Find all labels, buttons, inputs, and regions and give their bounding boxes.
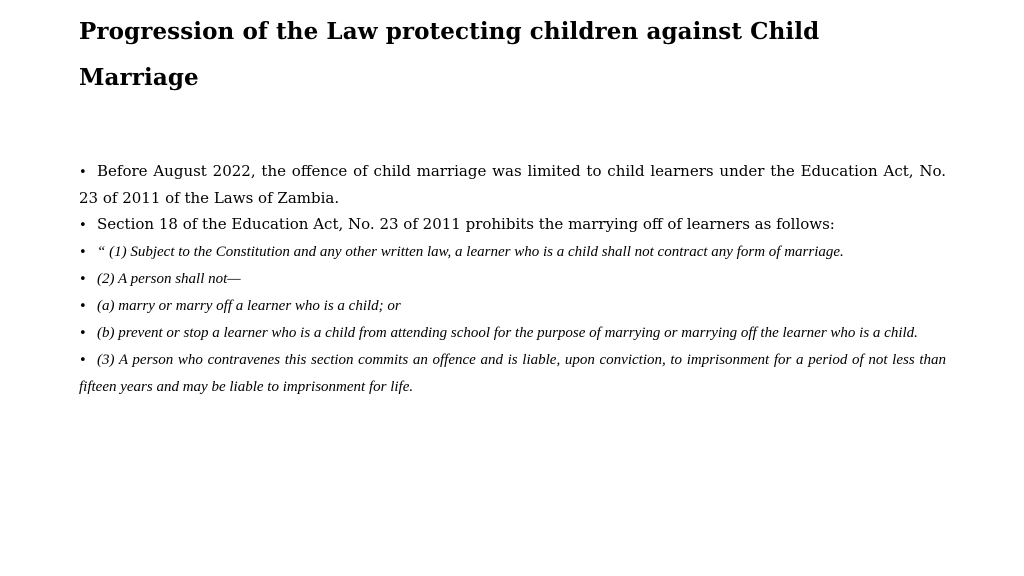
bullet-icon: •	[79, 272, 87, 287]
bullet-icon: •	[79, 326, 87, 341]
bullet-icon: •	[79, 245, 87, 260]
list-item	[79, 158, 946, 211]
list-item-text: (3) A person who contravenes this section commits an offence and is liable, upon conviction, to imprisonment for a period of not less than fifteen years and may be liable to imprisonment for life.	[79, 352, 946, 395]
list-item-text: Before August 2022, the offence of child marriage was limited to child learners under the Education Act, No. 23 of 2011 of the Laws of Zambia.	[79, 162, 946, 207]
bullet-list	[79, 158, 946, 400]
bullet-icon: •	[79, 299, 87, 314]
list-item-text: (a) marry or marry off a learner who is a child; or	[97, 298, 401, 314]
list-item-text: Section 18 of the Education Act, No. 23 of 2011 prohibits the marrying off of learners as follows:	[97, 215, 835, 233]
list-item	[79, 211, 946, 238]
slide-title: Progression of the Law protecting children against Child Marriage	[79, 18, 820, 91]
list-item	[79, 238, 946, 265]
list-item-text: (2) A person shall not—	[97, 271, 241, 287]
bullet-icon: •	[79, 165, 87, 180]
bullet-icon: •	[79, 353, 87, 368]
list-item	[79, 292, 946, 319]
bullet-icon: •	[79, 218, 87, 233]
list-item	[79, 346, 946, 400]
list-item-text: (b) prevent or stop a learner who is a child from attending school for the purpose of marrying or marrying off the learner who is a child.	[97, 325, 918, 341]
list-item	[79, 319, 946, 346]
list-item	[79, 265, 946, 292]
list-item-text: “ (1) Subject to the Constitution and any other written law, a learner who is a child shall not contract any form of marriage.	[97, 244, 844, 260]
